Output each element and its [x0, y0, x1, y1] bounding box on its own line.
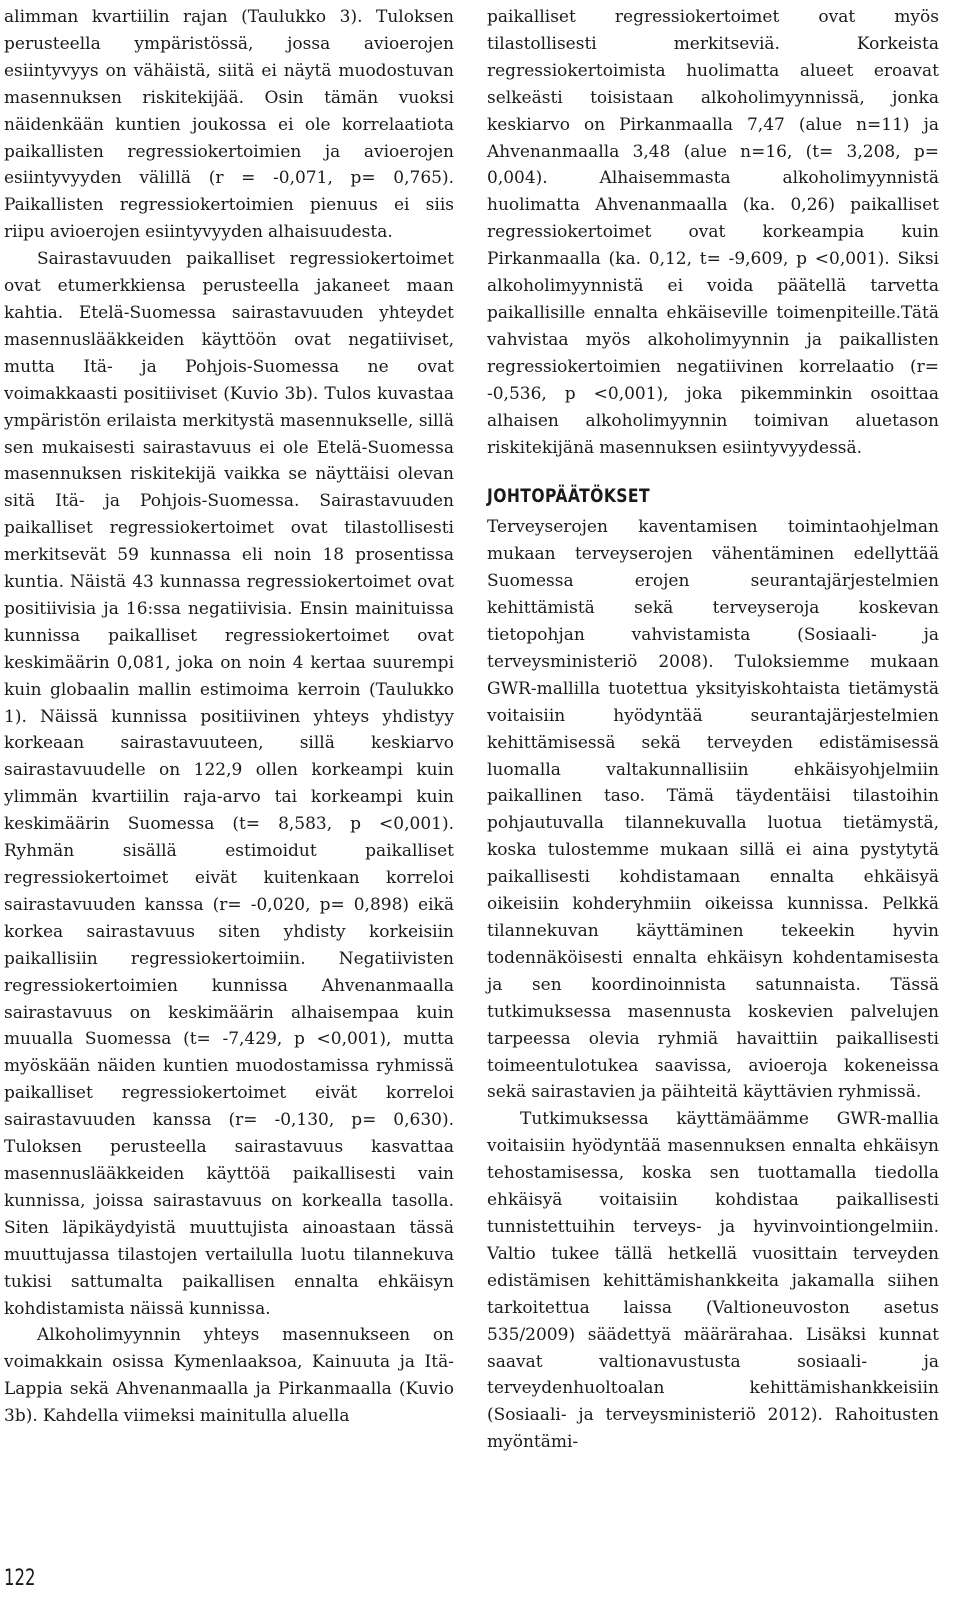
right-column — [487, 4, 939, 1456]
left-column — [4, 4, 454, 1430]
body-paragraph: Tutkimuksessa käyttämäämme GWR-mallia voitaisiin hyödyntää masennuksen ennalta ehkäisyn tehostamisessa, koska sen tuottamalla tiedolla ehkäisyä voitaisiin kohdistaa paikallisesti tunnistettuihin terveys- ja hyvinvointiongelmiin. Valtio tukee tällä hetkellä vuosittain terveyden edistämisen kehittämishankkeita jakamalla siihen tarkoitettua laissa (Valtioneuvoston asetus 535/2009) säädettyä määrärahaa. Lisäksi kunnat saavat valtionavustusta sosiaali- ja terveydenhuoltoalan kehittämishankkeisiin (Sosiaali- ja terveysministeriö 2012). Rahoitusten myöntämi- — [487, 1109, 939, 1453]
page-number: 122 — [4, 1566, 36, 1591]
body-paragraph: Alkoholimyynnin yhteys masennukseen on voimakkain osissa Kymenlaaksoa, Kainuuta ja Itä-Lappia sekä Ahvenanmaalla ja Pirkanmaalla (Kuvio 3b). Kahdella viimeksi mainitulla aluella — [4, 1325, 454, 1427]
section-heading: JOHTOPÄÄTÖKSET — [487, 485, 651, 508]
body-paragraph: Sairastavuuden paikalliset regressiokertoimet ovat etumerkkiensa perusteella jakaneet maan kahtia. Etelä-Suomessa sairastavuuden yhteydet masennuslääkkeiden käyttöön ovat negatiiviset, mutta Itä- ja Pohjois-Suomessa ne ovat voimakkaasti positiiviset (Kuvio 3b). Tulos kuvastaa ympäristön erilaista merkitystä masennukselle, sillä sen mukaisesti sairastavuus ei ole Etelä-Suomessa masennuksen riskitekijä vaikka se näyttäisi olevan sitä Itä- ja Pohjois-Suomessa. Sairastavuuden paikalliset regressiokertoimet ovat tilastollisesti merkitsevät 59 kunnassa eli noin 18 prosentissa kuntia. Näistä 43 kunnassa regressiokertoimet ovat positiivisia ja 16:ssa negatiivisia. Ensin mainituissa kunnissa paikalliset regressiokertoimet ovat keskimäärin 0,081, joka on noin 4 kertaa suurempi kuin globaalin mallin estimoima kerroin (Taulukko 1). Näissä kunnissa positiivinen yhteys yhdistyy korkeaan sairastavuuteen, sillä keskiarvo sairastavuudelle on 122,9 ollen korkeampi kuin ylimmän kvartiilin raja-arvo tai korkeampi kuin keskimäärin Suomessa (t= 8,583, p <0,001). Ryhmän sisällä estimoidut paikalliset regressiokertoimet eivät kuitenkaan korreloi sairastavuuden kanssa (r= -0,020, p= 0,898) eikä korkea sairastavuus siten yhdisty korkeisiin paikallisiin regressiokertoimiin. Negatiivisten regressiokertoimien kunnissa Ahvenanmaalla sairastavuus on keskimäärin alhaisempaa kuin muualla Suomessa (t= -7,429, p <0,001), mutta myöskään näiden kuntien muodostamissa ryhmissä paikalliset regressiokertoimet eivät korreloi sairastavuuden kanssa (r= -0,130, p= 0,630). Tuloksen perusteella sairastavuus kasvattaa masennuslääkkeiden käyttöä paikallisesti vain kunnissa, joissa sairastavuus on korkealla tasolla. Siten läpikäydyistä muuttujista ainoastaan tässä muuttujassa tilastojen vertailulla luotu tilannekuva tukisi sattumalta paikallisen ennalta ehkäisyn kohdistamista näissä kunnissa. — [4, 249, 454, 1319]
body-paragraph: paikalliset regressiokertoimet ovat myös tilastollisesti merkitseviä. Korkeista regressiokertoimista huolimatta alueet eroavat selkeästi toisistaan alkoholimyynnissä, jonka keskiarvo on Pirkanmaalla 7,47 (alue n=11) ja Ahvenanmaalla 3,48 (alue n=16, (t= 3,208, p= 0,004). Alhaisemmasta alkoholimyynnistä huolimatta Ahvenanmaalla (ka. 0,26) paikalliset regressiokertoimet ovat korkeampia kuin Pirkanmaalla (ka. 0,12, t= -9,609, p <0,001). Siksi alkoholimyynnistä ei voida päätellä tarvetta paikallisille ennalta ehkäiseville toimenpiteille.Tätä vahvistaa myös alkoholimyynnin ja paikallisten regressiokertoimien negatiivinen korrelaatio (r= -0,536, p <0,001), joka pikemminkin osoittaa alhaisen alkoholimyynnin toimivan aluetason riskitekijänä masennuksen esiintyvyydessä. — [487, 7, 939, 458]
body-paragraph: Terveyserojen kaventamisen toimintaohjelman mukaan terveyserojen vähentäminen edellyttää Suomessa erojen seurantajärjestelmien kehittämistä sekä terveyseroja koskevan tietopohjan vahvistamista (Sosiaali- ja terveysministeriö 2008). Tuloksiemme mukaan GWR-mallilla tuotettua yksityiskohtaista tietämystä voitaisiin hyödyntää seurantajärjestelmien kehittämisessä sekä terveyden edistämisessä luomalla valtakunnallisiin ehkäisyohjelmiin paikallinen taso. Tämä täydentäisi tilastoihin pohjautuvalla tilannekuvalla luotua tietämystä, koska tulostemme mukaan sillä ei aina pystytytä paikallisesti kohdistamaan ennalta ehkäisyä oikeisiin kohderyhmiin oikeissa kunnissa. Pelkkä tilannekuvan käyttäminen tekeekin hyvin todennäköisesti ennalta ehkäisyn kohdentamisesta ja sen koordinoinnista satunnaista. Tässä tutkimuksessa masennusta koskevien palvelujen tarpeessa olevia ryhmiä havaittiin paikallisesti toimeentulotukea saavissa, avioeroja kokeneissa sekä sairastavien ja päihteitä käyttävien ryhmissä. — [487, 517, 939, 1103]
body-paragraph: alimman kvartiilin rajan (Taulukko 3). Tuloksen perusteella ympäristössä, jossa avioerojen esiintyvyys on vähäistä, siitä ei näytä muodostuvan masennuksen riskitekijää. Osin tämän vuoksi näidenkään kuntien joukossa ei ole korrelaatiota paikallisten regressiokertoimien ja avioerojen esiintyvyyden välillä (r = -0,071, p= 0,765). Paikallisten regressiokertoimien pienuus ei siis riipu avioerojen esiintyvyyden alhaisuudesta. — [4, 7, 454, 243]
